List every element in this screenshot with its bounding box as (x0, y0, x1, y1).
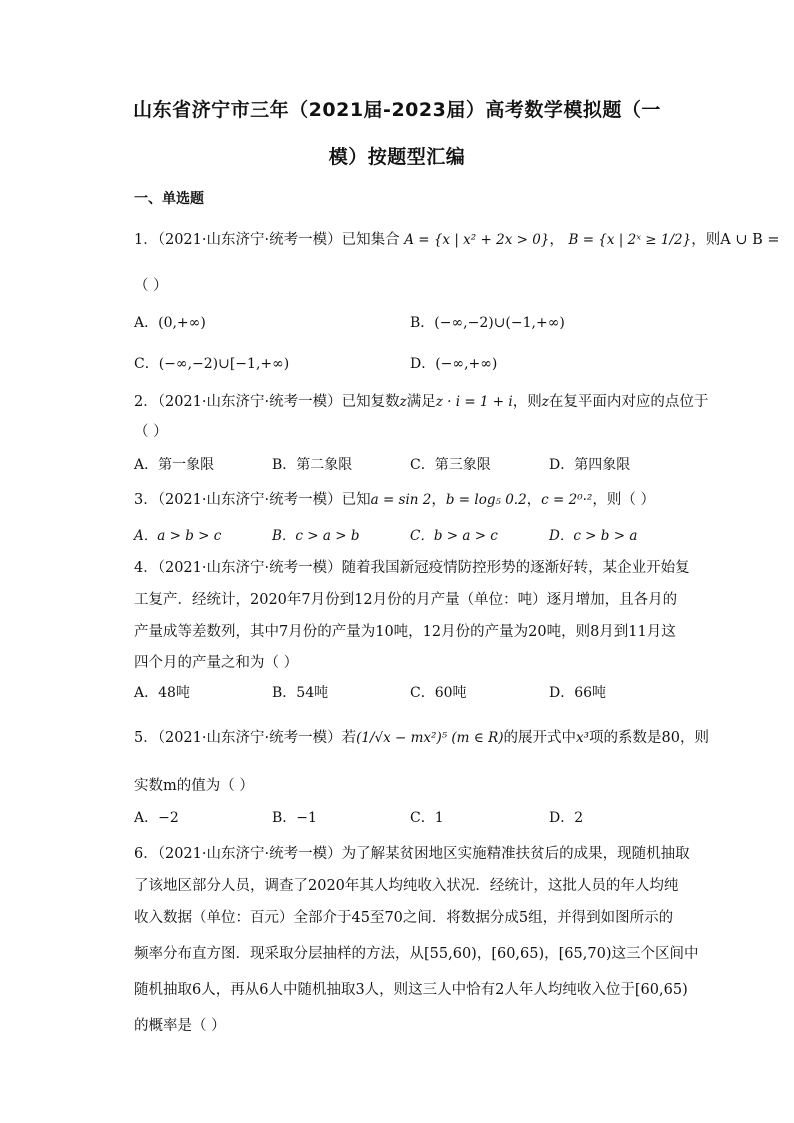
q6-line-4: 频率分布直方图．现采取分层抽样的方法，从[55,60)，[60,65)，[65,70)这三个区间中 (134, 946, 699, 962)
q3-a-def: a = sin 2 (370, 492, 432, 508)
q1-option-d[interactable]: D．(−∞,+∞) (410, 356, 498, 372)
q3-prefix: 3．（2021·山东济宁·统考一模）已知 (134, 492, 371, 508)
q6-line-6: 的概率是（ ） (134, 1018, 226, 1034)
q2-text-b: 满足 (406, 394, 436, 410)
q1-option-c[interactable]: C．(−∞,−2)∪[−1,+∞) (134, 356, 290, 372)
q1-prefix: 1．（2021·山东济宁·统考一模）已知集合 (134, 232, 400, 248)
q3-comma-2: ， (526, 492, 542, 508)
q5-term: x³ (576, 730, 590, 746)
q3-option-a[interactable]: A．a > b > c (134, 528, 222, 544)
q2-option-b[interactable]: B．第二象限 (272, 457, 353, 473)
q4-option-d[interactable]: D．66吨 (549, 685, 607, 701)
q4-option-a[interactable]: A．48吨 (134, 685, 190, 701)
page-title-line-2: 模）按题型汇编 (328, 146, 466, 168)
q6-line-2: 了该地区部分人员，调查了2020年其人均纯收入状况．经统计，这批人员的年人均纯 (134, 878, 679, 894)
q4-option-c[interactable]: C．60吨 (410, 685, 467, 701)
q2-option-a[interactable]: A．第一象限 (134, 457, 215, 473)
q2-text-c: ，则 (512, 394, 542, 410)
q2-text-d: 在复平面内对应的点位于 (548, 394, 709, 410)
q5-option-c[interactable]: C．1 (410, 810, 444, 826)
q1-option-a[interactable]: A．(0,+∞) (134, 315, 206, 331)
q1-set-b: B = {x | 2ˣ ≥ 1/2} (568, 232, 692, 248)
q2-text-a: 2．（2021·山东济宁·统考一模）已知复数 (134, 394, 400, 410)
q1-stem (134, 228, 780, 249)
q1-set-a: A = {x | x² + 2x > 0} (404, 232, 550, 248)
q1-option-b[interactable]: B．(−∞,−2)∪(−1,+∞) (410, 315, 565, 331)
q3-b-def: b = log₅ 0.2 (445, 492, 527, 508)
q3-option-b[interactable]: B．c > a > b (272, 528, 360, 544)
q4-option-b[interactable]: B．54吨 (272, 685, 329, 701)
q6-line-1: 6．（2021·山东济宁·统考一模）为了解某贫困地区实施精准扶贫后的成果，现随机抽取 (134, 846, 690, 862)
q5-stem (134, 726, 709, 747)
page-title-line-1: 山东省济宁市三年（2021届-2023届）高考数学模拟题（一 (133, 99, 661, 121)
q2-equation: z · i = 1 + i (435, 394, 513, 410)
q5-mid: 的展开式中 (503, 730, 576, 746)
q5-suffix: 项的系数是80，则 (589, 730, 709, 746)
q3-suffix: ，则（ ） (592, 492, 655, 508)
q2-stem (134, 390, 708, 411)
q4-line-3: 产量成等差数列，其中7月份的产量为10吨，12月份的产量为20吨，则8月到11月这 (134, 624, 676, 640)
q5-option-d[interactable]: D．2 (549, 810, 584, 826)
q1-suffix: ，则A ∪ B = (691, 232, 780, 248)
section-heading: 一、单选题 (134, 191, 204, 207)
q5-line-2: 实数m的值为（ ） (134, 778, 254, 794)
q5-option-a[interactable]: A．−2 (134, 810, 179, 826)
q3-stem (134, 488, 655, 509)
q2-z-2: z (541, 394, 549, 410)
q6-line-5: 随机抽取6人，再从6人中随机抽取3人，则这三人中恰有2人年人均纯收入位于[60,65) (134, 982, 688, 998)
q1-comma: ， (549, 232, 564, 248)
q2-option-c[interactable]: C．第三象限 (410, 457, 491, 473)
q2-z-1: z (399, 394, 407, 410)
q4-line-4: 四个月的产量之和为（ ） (134, 655, 299, 671)
q2-option-d[interactable]: D．第四象限 (549, 457, 631, 473)
q4-line-2: 工复产．经统计，2020年7月份到12月份的月产量（单位：吨）逐月增加，且各月的 (134, 592, 678, 608)
q2-paren: （ ） (134, 424, 168, 440)
q6-line-3: 收入数据（单位：百元）全部介于45至70之间．将数据分成5组，并得到如图所示的 (134, 910, 674, 926)
q3-comma-1: ， (431, 492, 446, 508)
q5-option-b[interactable]: B．−1 (272, 810, 317, 826)
q3-option-c[interactable]: C．b > a > c (410, 528, 498, 544)
q3-option-d[interactable]: D．c > b > a (549, 528, 638, 544)
q3-c-def: c = 2⁰·² (541, 492, 593, 508)
q5-prefix: 5．（2021·山东济宁·统考一模）若 (134, 730, 357, 746)
q1-paren: （ ） (134, 278, 168, 294)
q5-expression: (1/√x − mx²)⁵ (m ∈ R) (356, 730, 504, 746)
q4-line-1: 4．（2021·山东济宁·统考一模）随着我国新冠疫情防控形势的逐渐好转，某企业开始复 (134, 560, 690, 576)
